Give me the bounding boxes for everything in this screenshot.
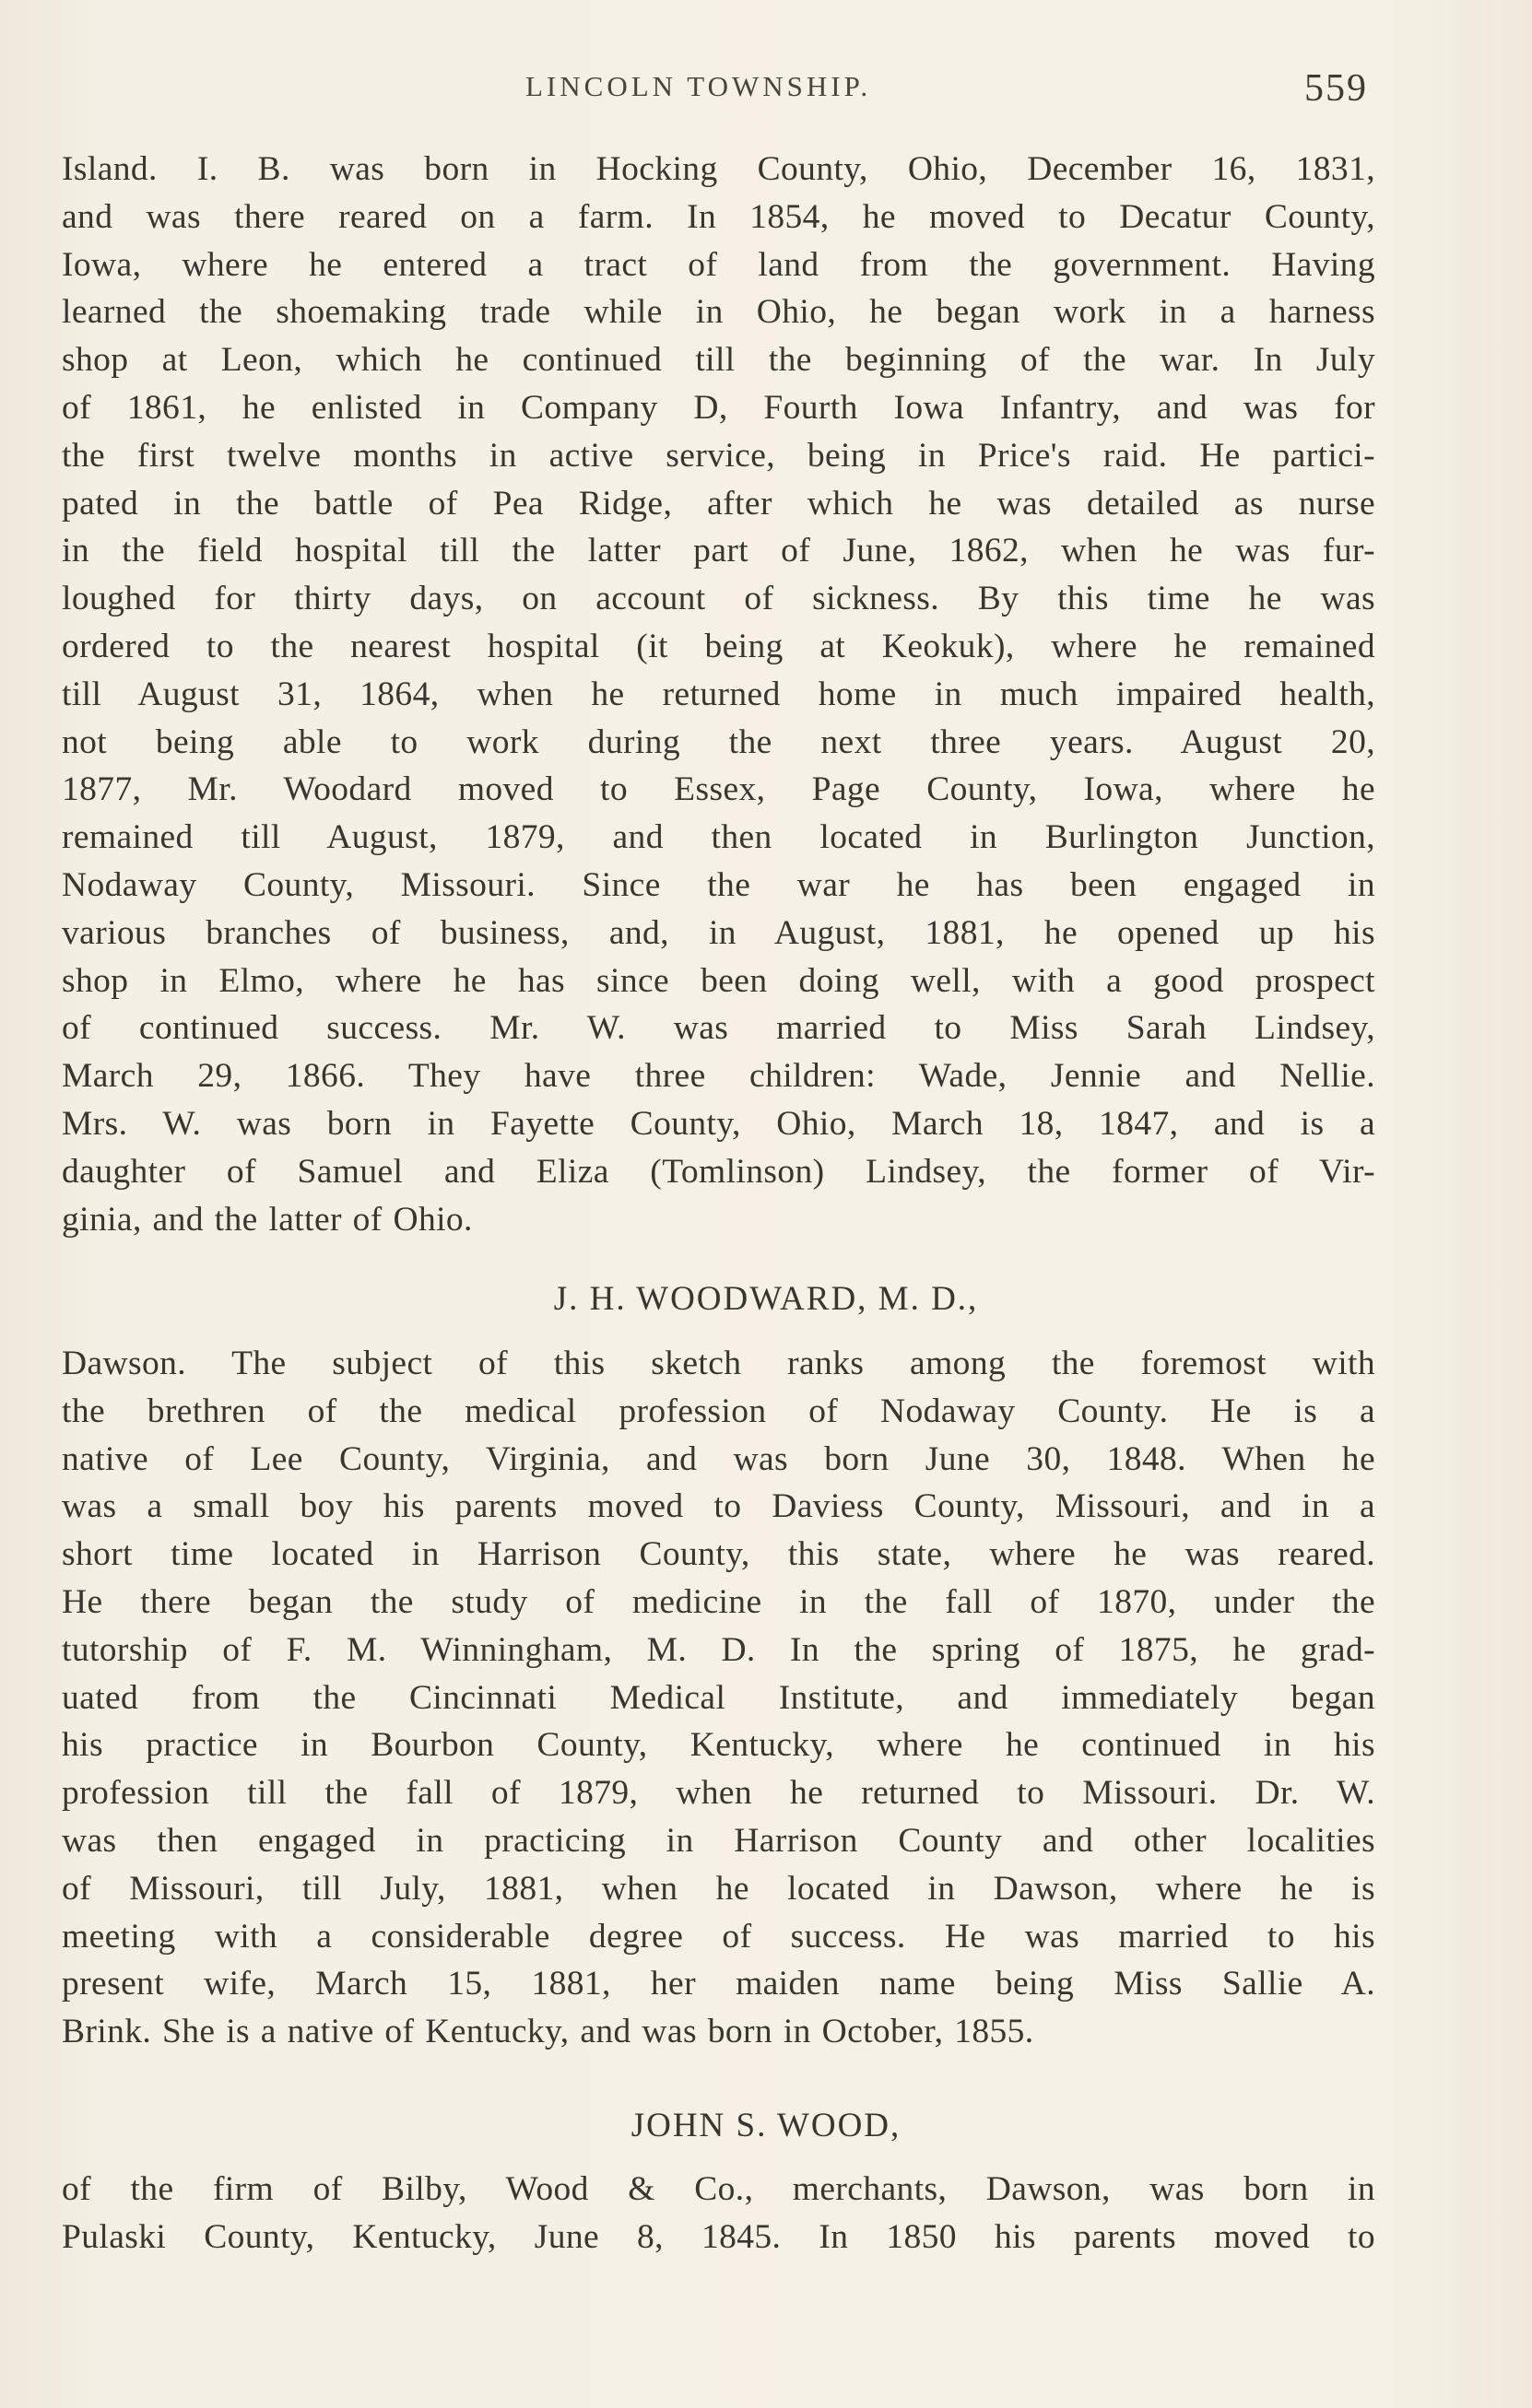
text-line: Iowa, where he entered a tract of land from the government. Having: [62, 245, 1375, 284]
text-line: was then engaged in practicing in Harrison County and other localities: [62, 1821, 1375, 1860]
section-heading-woodward: J. H. WOODWARD, M. D.,: [553, 1280, 979, 1318]
text-line: profession till the fall of 1879, when he returned to Missouri. Dr. W.: [62, 1774, 1375, 1813]
biography-woodward-text: [62, 1340, 1375, 2056]
text-line: shop in Elmo, where he has since been doing well, with a good prospect: [62, 961, 1375, 1000]
text-line: present wife, March 15, 1881, her maiden name being Miss Sallie A.: [62, 1965, 1375, 2003]
text-line: ginia, and the latter of Ohio.: [62, 1200, 473, 1239]
text-line: shop at Leon, which he continued till the beginning of the war. In July: [62, 341, 1375, 380]
biography-woodard-text: [62, 146, 1375, 1243]
text-line: of the firm of Bilby, Wood & Co., merchants, Dawson, was born in: [62, 2170, 1375, 2208]
text-line: till August 31, 1864, when he returned home in much impaired health,: [62, 675, 1375, 713]
text-line: learned the shoemaking trade while in Ohio, he began work in a harness: [62, 293, 1375, 332]
text-line: various branches of business, and, in August, 1881, he opened up his: [62, 913, 1375, 952]
running-head: [0, 66, 1532, 122]
text-line: Brink. She is a native of Kentucky, and was born in October, 1855.: [62, 2013, 1034, 2051]
text-line: He there began the study of medicine in the fall of 1870, under the: [62, 1582, 1375, 1621]
text-line: tutorship of F. M. Winningham, M. D. In the spring of 1875, he grad-: [62, 1630, 1375, 1669]
text-line: of Missouri, till July, 1881, when he located in Dawson, where he is: [62, 1869, 1375, 1908]
text-line: uated from the Cincinnati Medical Institute, and immediately began: [62, 1678, 1375, 1717]
text-line: Pulaski County, Kentucky, June 8, 1845. In 1850 his parents moved to: [62, 2217, 1375, 2256]
running-title: LINCOLN TOWNSHIP.: [525, 70, 872, 102]
text-line: Island. I. B. was born in Hocking County, Ohio, December 16, 1831,: [62, 150, 1375, 188]
text-line: pated in the battle of Pea Ridge, after which he was detailed as nurse: [62, 484, 1375, 523]
text-line: remained till August, 1879, and then located in Burlington Junction,: [62, 818, 1375, 857]
text-line: of continued success. Mr. W. was married to Miss Sarah Lindsey,: [62, 1009, 1375, 1048]
section-heading-wood: JOHN S. WOOD,: [630, 2107, 902, 2144]
text-line: March 29, 1866. They have three children: Wade, Jennie and Nellie.: [62, 1057, 1375, 1096]
text-line: of 1861, he enlisted in Company D, Fourth Iowa Infantry, and was for: [62, 388, 1375, 427]
text-line: his practice in Bourbon County, Kentucky, where he continued in his: [62, 1726, 1375, 1765]
text-line: loughed for thirty days, on account of sickness. By this time he was: [62, 580, 1375, 618]
text-line: the first twelve months in active service, being in Price's raid. He partici-: [62, 436, 1375, 475]
text-line: Dawson. The subject of this sketch ranks among the foremost with: [62, 1345, 1375, 1382]
text-line: the brethren of the medical profession of Nodaway County. He is a: [62, 1392, 1375, 1430]
text-line: 1877, Mr. Woodard moved to Essex, Page County, Iowa, where he: [62, 770, 1375, 809]
text-line: Mrs. W. was born in Fayette County, Ohio, March 18, 1847, and is a: [62, 1104, 1375, 1143]
text-line: native of Lee County, Virginia, and was born June 30, 1848. When he: [62, 1439, 1375, 1478]
text-line: ordered to the nearest hospital (it being at Keokuk), where he remained: [62, 627, 1375, 665]
page-number: 559: [1304, 67, 1368, 110]
text-line: Nodaway County, Missouri. Since the war he has been engaged in: [62, 865, 1375, 904]
text-line: not being able to work during the next three years. August 20,: [62, 722, 1375, 761]
biography-wood-text: [62, 2166, 1375, 2261]
text-line: meeting with a considerable degree of success. He was married to his: [62, 1917, 1375, 1956]
text-line: short time located in Harrison County, this state, where he was reared.: [62, 1535, 1375, 1574]
text-line: daughter of Samuel and Eliza (Tomlinson) Lindsey, the former of Vir-: [62, 1152, 1375, 1191]
text-line: and was there reared on a farm. In 1854, he moved to Decatur County,: [62, 197, 1375, 236]
text-line: was a small boy his parents moved to Daviess County, Missouri, and in a: [62, 1487, 1375, 1526]
text-line: in the field hospital till the latter part of June, 1862, when he was fur-: [62, 532, 1375, 570]
